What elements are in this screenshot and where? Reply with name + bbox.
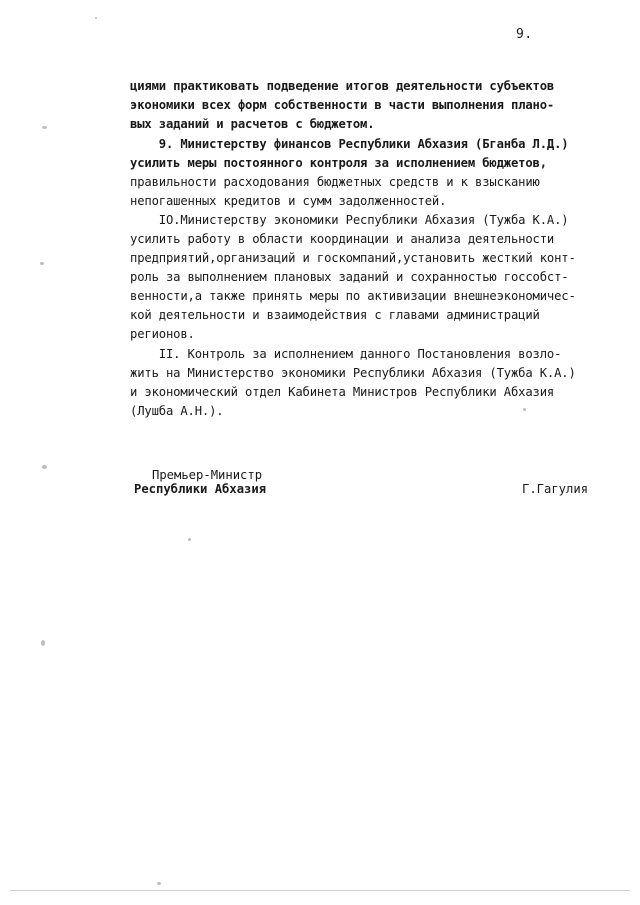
- item-11-line-4: (Лушба А.Н.).: [130, 404, 224, 418]
- item-10-line-1: IO.Министерству экономики Республики Абхазия (Тужба К.А.): [130, 213, 569, 227]
- item-9-line-4: непогашенных кредитов и сумм задолженностей.: [130, 194, 447, 208]
- scan-speck: [42, 126, 47, 129]
- item-10-line-3: предприятий,организаций и госкомпаний,установить жесткий конт-: [130, 251, 576, 265]
- item-10-line-7: регионов.: [130, 327, 195, 341]
- item-10-line-6: кой деятельности и взаимодействия с главами администраций: [130, 308, 540, 322]
- signature-title-line-1: Премьер-Министр: [152, 468, 263, 482]
- item-9-line-1: 9. Министерству финансов Республики Абхазия (Бганба Л.Д.): [130, 137, 569, 151]
- item-10-line-2: усилить работу в области координации и анализа деятельности: [130, 232, 555, 246]
- continuation-line-3: вых заданий и расчетов с бюджетом.: [130, 117, 375, 131]
- item-11-line-2: жить на Министерство экономики Республики Абхазия (Тужба К.А.): [130, 366, 576, 380]
- signature-name: Г.Гагулия: [522, 482, 589, 496]
- signature-title-line-2: Республики Абхазия: [134, 482, 267, 496]
- item-9-line-3: правильности расходования бюджетных средств и к взысканию: [130, 175, 540, 189]
- item-11-line-1: II. Контроль за исполнением данного Постановления возло-: [130, 347, 562, 361]
- continuation-line-1: циями практиковать подведение итогов деятельности субъектов: [130, 79, 555, 93]
- continuation-line-2: экономики всех форм собственности в части выполнения плано-: [130, 98, 555, 112]
- scan-speck: [40, 262, 44, 265]
- item-10-line-5: венности,а также принять меры по активизации внешнеэкономичес-: [130, 289, 576, 303]
- scan-speck: [157, 882, 161, 885]
- page-number: 9.: [516, 27, 533, 42]
- scan-speck: [188, 538, 191, 541]
- item-10-line-4: роль за выполнением плановых заданий и сохранностью госсобст-: [130, 270, 569, 284]
- scan-speck: [42, 465, 47, 469]
- item-11-line-3: и экономический отдел Кабинета Министров Республики Абхазия: [130, 385, 555, 399]
- scan-speck: [523, 408, 526, 411]
- scan-speck: [95, 17, 97, 19]
- scan-speck: [41, 640, 45, 646]
- item-9-line-2: усилить меры постоянного контроля за исполнением бюджетов,: [130, 156, 547, 170]
- scan-edge-line: [10, 890, 630, 891]
